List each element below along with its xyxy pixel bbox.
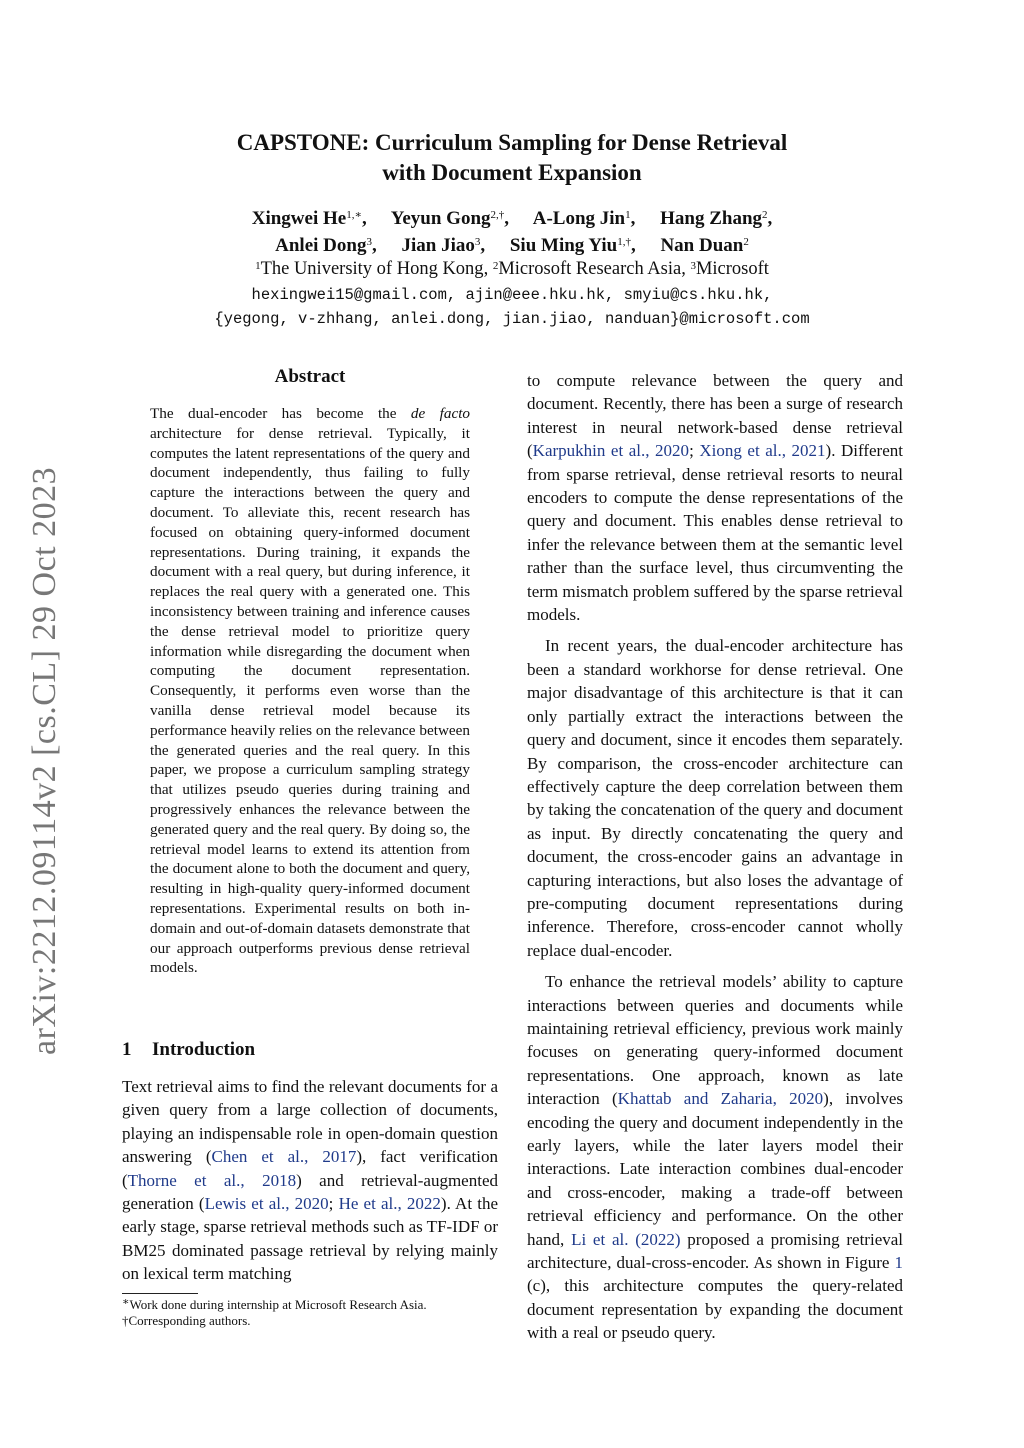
citation-link[interactable]: Xiong et al., 2021: [699, 441, 826, 461]
body-text: ). At the early stage, sparse retrieval methods such as TF-IDF or BM25 dominated passage retrieval by relying mainly on lexical term matching: [122, 1194, 498, 1284]
footnote-divider: [122, 1293, 198, 1294]
affiliations: $^1$The University of Hong Kong, $^2$Microsoft Research Asia, $^3$Microsoft: [255, 259, 769, 279]
author-name: Siu Ming Yiu: [509, 235, 618, 256]
author-affil-mark: 3: [366, 236, 372, 248]
author-affil-mark: 3: [474, 236, 481, 248]
abstract-body: [150, 404, 470, 978]
author-list: [112, 205, 912, 259]
footnote-text: Work done during internship at Microsoft Research Asia.: [129, 1297, 427, 1312]
figure-reference-link[interactable]: 1: [894, 1253, 903, 1273]
affil-name: The University of Hong Kong: [260, 259, 484, 279]
abstract-text: The dual-encoder has become the: [150, 405, 411, 422]
citation-link[interactable]: Thorne et al., 2018: [127, 1170, 297, 1190]
section-title: Introduction: [152, 1039, 256, 1060]
affil-name: Microsoft: [695, 259, 769, 279]
citation-link[interactable]: He et al., 2022: [338, 1194, 441, 1214]
author-name: Jian Jiao: [401, 235, 475, 256]
footnote-mark: ∗: [122, 1296, 130, 1308]
footnote-1: [122, 1297, 512, 1313]
author-affil-mark: 1: [625, 209, 631, 221]
footnotes: [122, 1297, 512, 1329]
author-affil-mark: 2: [743, 236, 749, 248]
body-text: ), fact verification (: [122, 1147, 498, 1190]
body-text: proposed a promising retrieval architecture, dual-cross-encoder. As shown in Figure: [527, 1229, 904, 1273]
body-text: ;: [689, 441, 700, 461]
citation-link[interactable]: Karpukhin et al., 2020: [532, 441, 690, 461]
right-paragraph-1: [527, 369, 903, 626]
author-name: Nan Duan: [660, 235, 744, 256]
citation-link[interactable]: Khattab and Zaharia, 2020: [617, 1089, 824, 1109]
body-text: ;: [328, 1194, 339, 1214]
abstract-heading: Abstract: [274, 366, 346, 387]
body-text: Text retrieval aims to find the relevant documents for a given query from a large collection of documents, playing an indispensable role in open-domain question answering (: [122, 1077, 498, 1167]
right-column: [527, 369, 903, 1353]
arxiv-identifier: arXiv:2212.09114v2 [cs.CL] 29 Oct 2023: [26, 466, 63, 1055]
author-affil-mark: 2,†: [490, 209, 505, 221]
title-line-2: with Document Expansion: [382, 160, 642, 185]
section-number: 1: [122, 1039, 132, 1060]
author-affil-mark: 2: [762, 209, 768, 221]
right-paragraph-2: In recent years, the dual-encoder architecture has been a standard workhorse for dense retrieval. One major disadvantage of this architecture is that it can only partially extract the interactions between the query and document, since it encodes them separately. By comparison, the cross-encoder architecture can effectively capture the deep correlation between them by taking the concatenation of the query and document as input. By directly concatenating the query and document, the cross-encoder gains an advantage in capturing interactions, but also loses the advantage of pre-computing document representations during inference. Therefore, cross-encoder cannot wholly replace dual-encoder.: [527, 636, 903, 960]
footnote-2: †Corresponding authors.: [122, 1313, 251, 1328]
abstract-text: architecture for dense retrieval. Typically, it computes the latent representations of the query and document independently, thus failing to fully capture the interactions between the query and document. To alleviate this, recent research has focused on obtaining query-informed document representations. During training, it expands the document with a real query, but during inference, it replaces the real query with a generated one. This inconsistency between training and inference causes the dense retrieval model to prioritize query information while disregarding the document when computing the document representation. Consequently, it performs even worse than the vanilla dense retrieval model because its performance heavily relies on the relevance between the generated queries and the real query. In this paper, we propose a curriculum sampling strategy that utilizes pseudo queries during training and progressively enhances the relevance between the generated query and the real query. By doing so, the retrieval model learns to extend its attention from the document alone to both the document and query, resulting in high-quality query-informed document representations. Experimental results on both in-domain and out-of-domain datasets demonstrate that our approach outperforms previous dense retrieval models.: [150, 424, 470, 977]
body-text: (c), this architecture computes the query-related document representation by expanding the document with a real or pseudo query.: [527, 1276, 903, 1343]
section-heading: [122, 1039, 502, 1061]
intro-paragraph: [122, 1075, 498, 1286]
body-text: To enhance the retrieval models’ ability to capture interactions between queries and documents while maintaining retrieval efficiency, previous work mainly focuses on generating query-informed document representations. One approach, known as late interaction (: [527, 972, 903, 1109]
citation-link[interactable]: Lewis et al., 2020: [204, 1194, 329, 1214]
author-name: A-Long Jin: [532, 208, 626, 229]
author-row-1: Xingwei $He^{1,∗}$, Yeyun Gong$^{2,\dagger}$, A-Long Jin$^1$, Hang Zhang$^2$,: [251, 208, 773, 229]
author-emails: [112, 283, 912, 331]
body-text: ), involves encoding the query and document independently in the early layers, while the later layers model their interactions. Late interaction combines dual-encoder and cross-encoder, making a trade-off between retrieval efficiency and performance. On the other hand,: [527, 1089, 903, 1249]
body-text: to compute relevance between the query and document. Recently, there has been a surge of research interest in neural network-based dense retrieval (: [527, 371, 903, 461]
email-line-2: {yegong, v-zhhang, anlei.dong, jian.jiao, nanduan}@microsoft.com: [214, 310, 810, 328]
author-name: Yeyun Gong: [390, 208, 491, 229]
body-text: ) and retrieval-augmented generation (: [122, 1170, 498, 1214]
abstract-emphasis: de facto: [410, 405, 471, 422]
paper-title: [112, 128, 912, 188]
author-name: Hang Zhang: [660, 208, 763, 229]
title-line-1: CAPSTONE: Curriculum Sampling for Dense Retrieval: [236, 130, 788, 155]
author-row-2: Anlei Dong$^3$, Jian Jiao$^3$, Siu Ming Yiu$^{1,\dagger}$, Nan Duan$^2$: [275, 235, 749, 256]
affil-mark: 1: [255, 260, 261, 272]
author-affil-mark: 1,∗: [346, 209, 362, 221]
citation-link[interactable]: Li et al. (2022): [571, 1229, 681, 1249]
body-text: ). Different from sparse retrieval, dense retrieval resorts to neural encoders to compute the dense representations of the query and document. This enables dense retrieval to infer the relevance between them at the semantic level rather than the surface level, thus circumventing the term mismatch problem suffered by the sparse retrieval models.: [527, 441, 903, 625]
affil-name: Microsoft Research Asia: [498, 259, 682, 279]
email-line-1: hexingwei15@gmail.com, ajin@eee.hku.hk, smyiu@cs.hku.hk,: [251, 286, 773, 304]
affil-mark: 2: [492, 260, 499, 272]
right-paragraph-3: [527, 970, 903, 1345]
author-name: Xingwei He: [251, 208, 347, 229]
author-name: Anlei Dong: [275, 235, 367, 256]
affil-mark: 3: [690, 260, 696, 272]
citation-link[interactable]: Chen et al., 2017: [211, 1147, 357, 1167]
author-affil-mark: 1,†: [617, 236, 631, 248]
